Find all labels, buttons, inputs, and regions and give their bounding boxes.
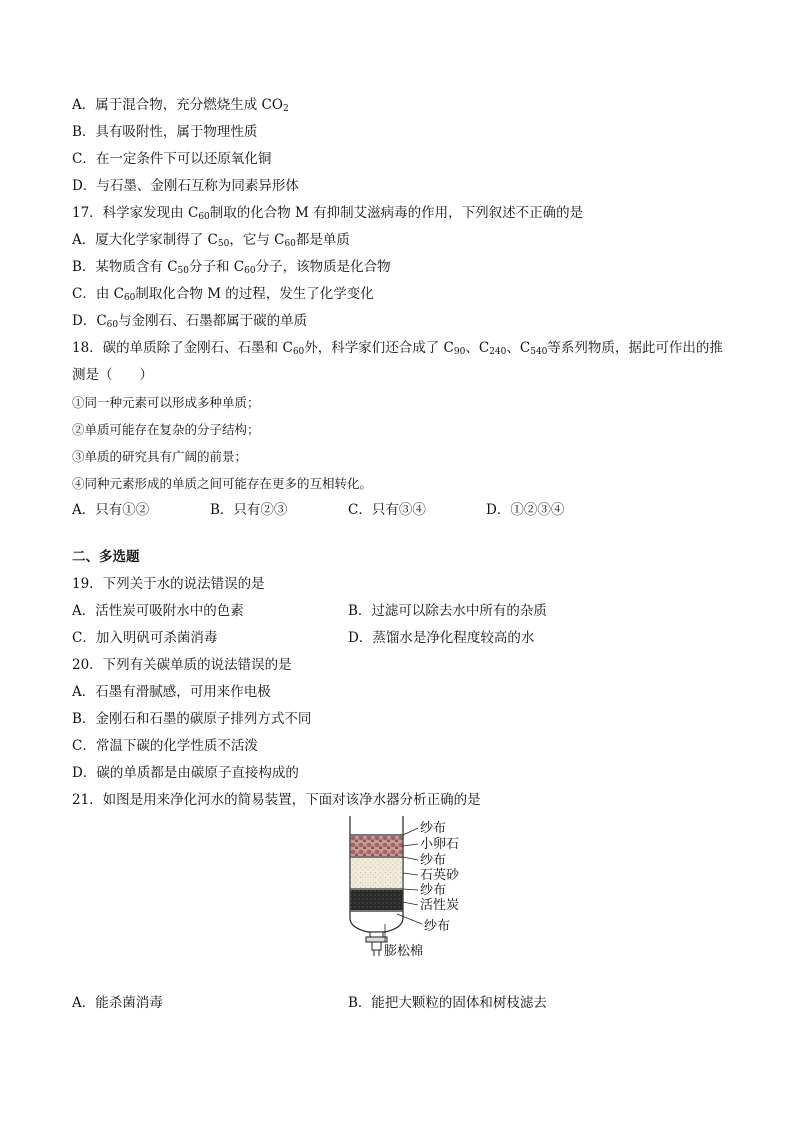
leader-line-1 xyxy=(403,828,418,835)
label-gauze-1: 纱布 xyxy=(420,821,447,836)
q18-statement-1: ①同一种元素可以形成多种单质； xyxy=(72,395,260,410)
q20-stem: 20．下列有关碳单质的说法错误的是 xyxy=(72,657,292,673)
section-heading: 二、多选题 xyxy=(72,549,140,565)
q21-option-a: A．能杀菌消毒 xyxy=(72,995,163,1011)
q19-options-row2 xyxy=(72,625,732,652)
q21-option-b: B．能把大颗粒的固体和树枝滤去 xyxy=(348,995,547,1011)
q17-option-b: B．某物质含有 $C_{50}$分子和 $C_{60}$分子，该物质是化合物 xyxy=(72,259,391,276)
q19-option-d: D．蒸馏水是净化程度较高的水 xyxy=(348,630,535,646)
q18-stem: 18．碳的单质除了金刚石、石墨和 $C_{60}$外，科学家们还合成了 $C_{90}$、$C_{240}$、$C_{540}$等系列物质，据此可作出的推测是（ ） xyxy=(72,340,723,383)
label-cotton: 膨松棉 xyxy=(384,944,424,959)
outlet-spout xyxy=(372,942,381,950)
label-gauze-2: 纱布 xyxy=(420,853,447,868)
q20-option-a: A．石墨有滑腻感，可用来作电极 xyxy=(72,684,271,700)
q17-stem: 17．科学家发现由 $C_{60}$制取的化合物 M 有抑制艾滋病毒的作用，下列叙述不正确的是 xyxy=(72,205,584,222)
q18-options xyxy=(72,497,732,524)
leader-line-6 xyxy=(403,902,418,905)
q19-options-row1 xyxy=(72,598,732,625)
q18-option-c: C．只有③④ xyxy=(348,502,426,518)
leader-line-2 xyxy=(403,844,418,846)
water-filter-figure xyxy=(72,814,732,990)
q21-stem: 21．如图是用来净化河水的简易装置，下面对该净水器分析正确的是 xyxy=(72,792,481,808)
activated-carbon-layer xyxy=(351,890,403,910)
q17-option-a: A．厦大化学家制得了 $C_{50}$，它与 $C_{60}$都是单质 xyxy=(72,232,350,249)
outlet-neck xyxy=(370,932,383,937)
exam-page xyxy=(72,92,732,1017)
q18-option-b: B．只有②③ xyxy=(210,502,288,518)
q17-option-c: C．由 $C_{60}$制取化合物 M 的过程，发生了化学变化 xyxy=(72,286,374,303)
label-activated-carbon: 活性炭 xyxy=(420,898,460,913)
q16-option-c: C．在一定条件下可以还原氧化铜 xyxy=(72,151,272,167)
label-quartz-sand: 石英砂 xyxy=(420,868,460,883)
q19-option-c: C．加入明矾可杀菌消毒 xyxy=(72,630,218,646)
q16-option-a: A．属于混合物，充分燃烧生成 $CO_2$ xyxy=(72,97,289,114)
q18-statement-2: ②单质可能存在复杂的分子结构； xyxy=(72,422,260,437)
leader-line-3 xyxy=(403,857,418,860)
q18-option-d: D．①②③④ xyxy=(486,502,565,518)
gauze-layer-2 xyxy=(351,856,403,858)
quartz-sand-layer xyxy=(351,858,403,888)
q19-option-b: B．过滤可以除去水中所有的杂质 xyxy=(348,603,547,619)
q21-options-row1 xyxy=(72,990,732,1017)
leader-line-5 xyxy=(403,889,418,890)
q18-option-a: A．只有①② xyxy=(72,502,150,518)
q19-stem: 19．下列关于水的说法错误的是 xyxy=(72,576,265,592)
gauze-layer-3 xyxy=(351,888,403,890)
label-gauze-3: 纱布 xyxy=(420,883,447,898)
q18-statement-3: ③单质的研究具有广阔的前景； xyxy=(72,449,248,464)
q17-option-d: D．$C_{60}$与金刚石、石墨都属于碳的单质 xyxy=(72,313,308,330)
q20-option-b: B．金刚石和石墨的碳原子排列方式不同 xyxy=(72,711,312,727)
gauze-layer-1 xyxy=(351,834,403,836)
q19-option-a: A．活性炭可吸附水中的色素 xyxy=(72,603,244,619)
outlet-cap xyxy=(366,937,387,942)
label-gauze-4: 纱布 xyxy=(424,919,451,934)
q16-option-b: B．具有吸附性，属于物理性质 xyxy=(72,124,258,140)
water-filter-diagram xyxy=(342,814,482,984)
q16-option-d: D．与石墨、金刚石互称为同素异形体 xyxy=(72,178,299,194)
gauze-layer-4 xyxy=(351,910,403,912)
q20-option-d: D．碳的单质都是由碳原子直接构成的 xyxy=(72,765,299,781)
filter-bottom xyxy=(350,918,403,932)
q20-option-c: C．常温下碳的化学性质不活泼 xyxy=(72,738,258,754)
leader-line-4 xyxy=(403,873,418,875)
q18-statement-4: ④同种元素形成的单质之间可能存在更多的互相转化。 xyxy=(72,476,373,491)
pebble-layer xyxy=(351,836,403,856)
label-pebbles: 小卵石 xyxy=(420,837,460,852)
